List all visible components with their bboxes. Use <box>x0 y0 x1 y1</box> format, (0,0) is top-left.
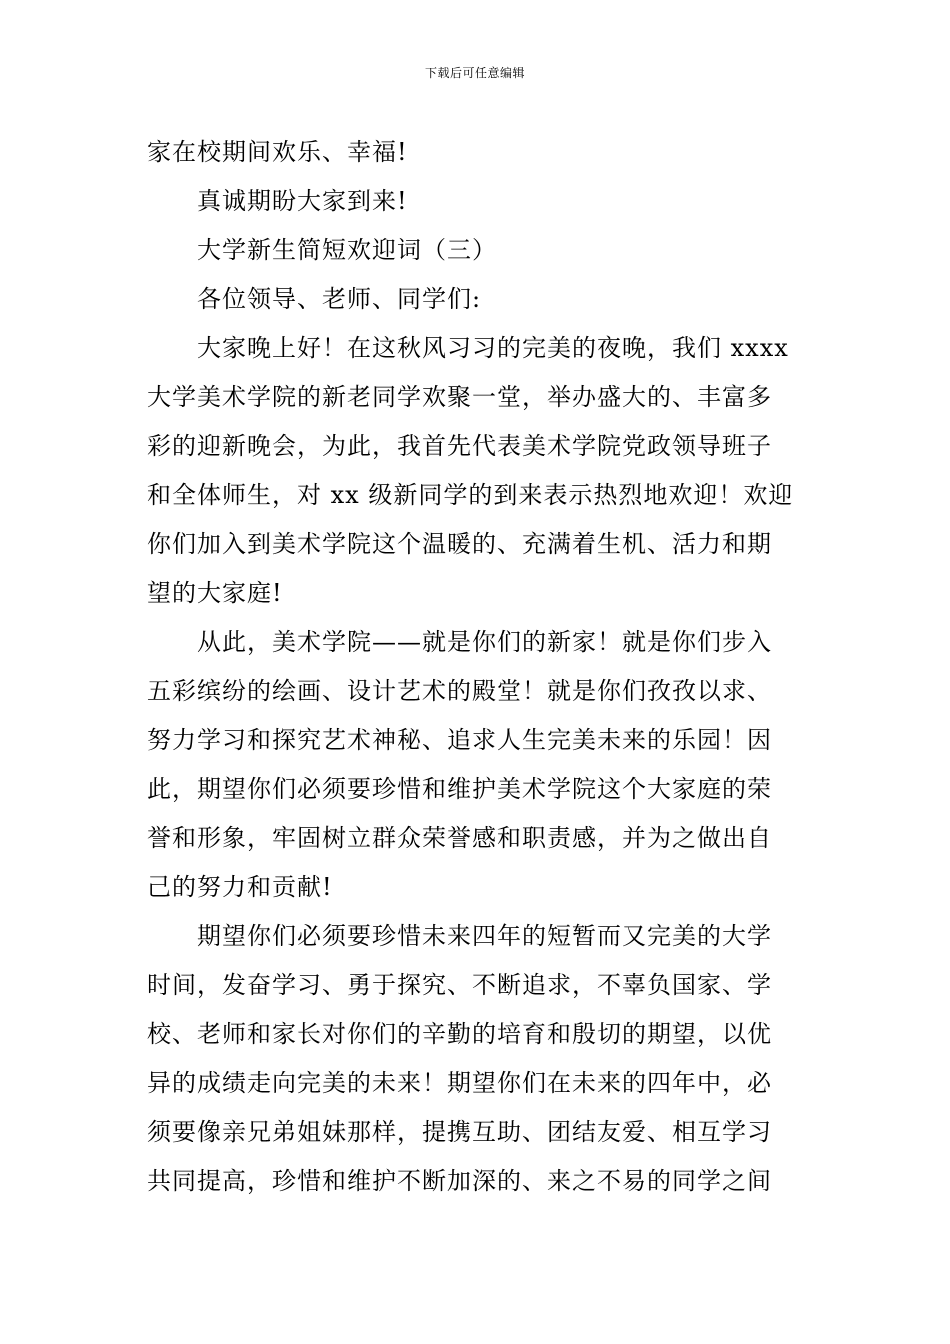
text-line: 誉和形象，牢固树立群众荣誉感和职责感，并为之做出自 <box>147 824 772 852</box>
page-header: 下载后可任意编辑 <box>424 66 525 80</box>
text-line: 大学美术学院的新老同学欢聚一堂，举办盛大的、丰富多 <box>147 383 772 411</box>
text-line: 从此，美术学院——就是你们的新家！就是你们步入 <box>197 628 772 656</box>
text-line: 此，期望你们必须要珍惜和维护美术学院这个大家庭的荣 <box>147 775 772 803</box>
text-line: 望的大家庭! <box>147 579 283 607</box>
text-line: 彩的迎新晚会，为此，我首先代表美术学院党政领导班子 <box>147 432 772 460</box>
text-line: 五彩缤纷的绘画、设计艺术的殿堂！就是你们孜孜以求、 <box>147 677 772 705</box>
salutation: 各位领导、老师、同学们: <box>197 285 482 313</box>
text-line: 时间，发奋学习、勇于探究、不断追求，不辜负国家、学 <box>147 971 772 999</box>
text-line: 共同提高，珍惜和维护不断加深的、来之不易的同学之间 <box>147 1167 772 1195</box>
text-line: 努力学习和探究艺术神秘、追求人生完美未来的乐园！因 <box>147 726 772 754</box>
document-body <box>147 128 811 1206</box>
text-line: 须要像亲兄弟姐妹那样，提携互助、团结友爱、相互学习 <box>147 1118 772 1146</box>
text-line: 己的努力和贡献! <box>147 873 333 901</box>
text-line: 异的成绩走向完美的未来！期望你们在未来的四年中，必 <box>147 1069 772 1097</box>
text-line: 真诚期盼大家到来! <box>197 187 408 215</box>
text-line: 期望你们必须要珍惜未来四年的短暂而又完美的大学 <box>197 922 772 950</box>
text-line: 你们加入到美术学院这个温暖的、充满着生机、活力和期 <box>147 530 772 558</box>
text-line: 和全体师生，对 xx 级新同学的到来表示热烈地欢迎！欢迎 <box>147 481 794 509</box>
text-line: 大家晚上好！在这秋风习习的完美的夜晚，我们 xxxx <box>197 334 789 362</box>
section-title: 大学新生简短欢迎词（三） <box>197 236 497 264</box>
text-line: 家在校期间欢乐、幸福! <box>147 138 408 166</box>
text-line: 校、老师和家长对你们的辛勤的培育和殷切的期望，以优 <box>147 1020 772 1048</box>
